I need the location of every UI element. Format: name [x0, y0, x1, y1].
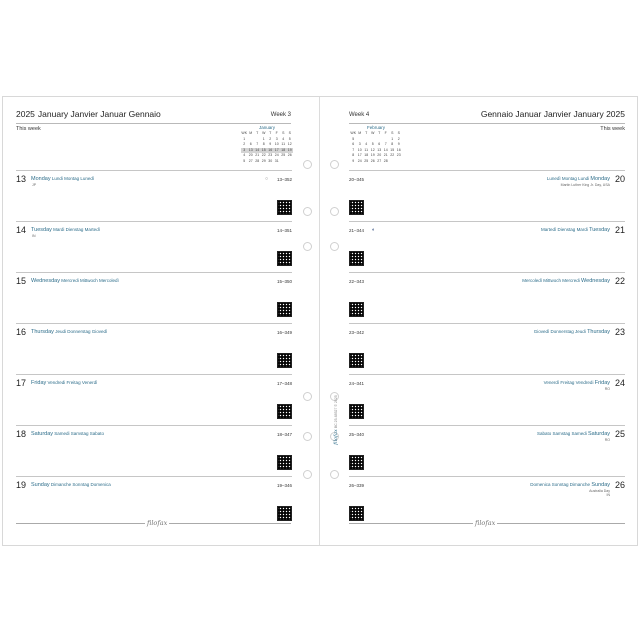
mini-calendar-header: S	[282, 131, 285, 135]
spine-imprint	[332, 383, 340, 459]
day-name: Thursday	[587, 329, 610, 335]
mini-calendar-header: F	[275, 131, 278, 135]
qr-code-icon[interactable]	[349, 251, 364, 266]
day-number: 17	[16, 378, 27, 388]
mini-calendar-day: 22	[390, 153, 395, 157]
day-names	[31, 278, 119, 284]
day-divider	[16, 374, 292, 375]
mini-calendar-day: 31	[274, 158, 279, 163]
qr-code-icon[interactable]	[277, 455, 292, 470]
mini-calendar-day	[396, 159, 403, 165]
mini-calendar-day: 24	[274, 153, 279, 157]
day-name: Friday	[31, 380, 47, 386]
day-note-text: JP	[32, 183, 37, 187]
day-note	[589, 489, 610, 497]
day-count: 25–340	[349, 432, 365, 437]
qr-code-icon[interactable]	[349, 353, 364, 368]
day-names	[537, 431, 610, 437]
page-title	[481, 109, 625, 119]
mini-calendar-week-number: 3	[241, 148, 248, 154]
ring-hole	[303, 392, 312, 401]
mini-calendar-month: February	[366, 125, 385, 130]
ring-hole	[303, 242, 312, 251]
mini-calendar-day: 13	[377, 147, 382, 152]
day-number: 25	[614, 429, 625, 439]
day-name: Monday	[590, 176, 610, 182]
mini-calendar-day: 22	[261, 153, 266, 157]
day-row[interactable]	[16, 374, 292, 425]
mini-calendar-day: 11	[281, 142, 286, 146]
mini-calendar-day: 26	[287, 153, 292, 157]
day-count: 19–346	[276, 483, 292, 488]
spine-text	[333, 386, 339, 454]
mini-calendar-day: 3	[358, 142, 361, 146]
day-note-text: RO	[604, 387, 610, 391]
right-page	[321, 97, 638, 545]
mini-calendar-day: 18	[281, 147, 286, 152]
day-count: 18–347	[276, 432, 292, 437]
mini-calendar-day: 6	[249, 142, 252, 146]
mini-calendar-day: 11	[364, 147, 369, 152]
day-count: 22–343	[349, 279, 365, 284]
month-title: Gennaio Januar Janvier January	[480, 109, 604, 119]
mini-calendar-day: 28	[255, 158, 260, 163]
day-count: 20–345	[349, 177, 365, 182]
day-divider	[349, 272, 625, 273]
mini-calendar-day: 4	[365, 142, 368, 146]
mini-calendar-day: 15	[261, 147, 266, 152]
day-name-translations: Samedi Samstag Sabato	[54, 431, 105, 436]
day-divider	[16, 170, 292, 171]
mini-calendar-day: 6	[378, 142, 381, 146]
mini-calendar-day: 12	[370, 147, 375, 152]
mini-calendar-day: 8	[262, 142, 265, 146]
mini-calendar-grid	[241, 131, 293, 164]
mini-calendar-header: S	[288, 131, 291, 135]
mini-calendar-day: 25	[364, 158, 369, 163]
day-number: 22	[614, 276, 625, 286]
mini-calendar-day: 19	[370, 153, 375, 157]
day-row[interactable]	[16, 323, 292, 374]
mini-calendar-day: 27	[248, 158, 253, 163]
mini-calendar	[241, 125, 293, 164]
day-note	[561, 183, 610, 187]
mini-calendar-day: 4	[282, 136, 285, 141]
mini-calendar-day: 14	[383, 147, 388, 152]
day-number: 14	[16, 225, 27, 235]
mini-calendar-month: January	[258, 125, 275, 130]
mini-calendar-day: 29	[261, 158, 266, 163]
mini-calendar-header: T	[365, 131, 368, 135]
qr-code-icon[interactable]	[277, 302, 292, 317]
day-name: Tuesday	[31, 227, 52, 233]
day-row[interactable]	[349, 323, 625, 374]
qr-code-icon[interactable]	[277, 506, 292, 521]
day-divider	[16, 425, 292, 426]
day-name-translations: Giovedì Donnerstag Jeudi	[533, 329, 586, 334]
ring-hole	[303, 470, 312, 479]
day-number: 23	[614, 327, 625, 337]
qr-code-icon[interactable]	[349, 455, 364, 470]
day-row[interactable]	[16, 425, 292, 476]
day-name: Wednesday	[581, 278, 610, 284]
day-row[interactable]	[16, 170, 292, 221]
day-name-translations: Mardi Dienstag Martedì	[53, 227, 100, 232]
day-name: Monday	[31, 176, 51, 182]
mini-calendar-day: 3	[275, 136, 278, 141]
day-divider	[349, 476, 625, 477]
year-label: 2025	[606, 109, 625, 119]
day-row[interactable]	[349, 272, 625, 323]
mini-calendar-day: 24	[357, 158, 362, 163]
mini-calendar-week-number: 2	[243, 142, 246, 146]
this-week-label: This week	[600, 126, 625, 132]
mini-calendar-day: 5	[371, 142, 374, 146]
day-name: Saturday	[31, 431, 54, 437]
ring-hole	[330, 242, 339, 251]
day-name: Sunday	[591, 482, 610, 488]
day-name-translations: Venerdì Freitag Vendredi	[543, 380, 594, 385]
qr-code-icon[interactable]	[277, 200, 292, 215]
mini-calendar-day: 2	[397, 136, 400, 141]
day-names	[544, 380, 610, 386]
mini-calendar-header: T	[269, 131, 272, 135]
day-number: 15	[16, 276, 27, 286]
day-name: Friday	[594, 380, 610, 386]
mini-calendar-day: 2	[269, 136, 272, 141]
mini-calendar-header: T	[256, 131, 259, 135]
mini-calendar-week-number: 9	[352, 158, 355, 163]
mini-calendar-day: 19	[287, 147, 292, 152]
mini-calendar-day: 30	[268, 158, 273, 163]
day-row[interactable]	[16, 221, 292, 272]
header-divider	[16, 123, 291, 124]
day-names	[530, 482, 610, 488]
qr-code-icon[interactable]	[349, 302, 364, 317]
day-row[interactable]	[349, 425, 625, 476]
day-name: Saturday	[587, 431, 610, 437]
day-number: 21	[614, 225, 625, 235]
day-number: 20	[614, 174, 625, 184]
spine-brand: filofax	[333, 429, 339, 445]
day-divider	[349, 374, 625, 375]
mini-calendar-week-number: 5	[243, 158, 246, 163]
day-name: Sunday	[31, 482, 50, 488]
mini-calendar-header: M	[249, 131, 253, 135]
day-names	[31, 482, 111, 488]
day-row[interactable]	[16, 272, 292, 323]
mini-calendar-header: S	[397, 131, 400, 135]
mini-calendar-week-number: 1	[243, 136, 246, 141]
day-number: 24	[614, 378, 625, 388]
day-count: 16–349	[276, 330, 292, 335]
day-divider	[16, 323, 292, 324]
mini-calendar-day: 14	[255, 147, 260, 152]
qr-code-icon[interactable]	[349, 404, 364, 419]
qr-code-icon[interactable]	[349, 200, 364, 215]
qr-code-icon[interactable]	[277, 353, 292, 368]
left-page	[3, 97, 320, 545]
ring-hole	[303, 160, 312, 169]
header-divider	[349, 123, 625, 124]
moon-phase-icon: ◐	[372, 227, 376, 233]
page-title	[16, 109, 161, 119]
day-number: 19	[16, 480, 27, 490]
day-name-translations: Lunedì Montag Lundi	[546, 176, 590, 181]
day-names	[547, 176, 610, 182]
day-names	[31, 431, 104, 437]
mini-calendar-day: 9	[269, 142, 272, 146]
mini-calendar-day: 25	[281, 153, 286, 157]
day-number: 18	[16, 429, 27, 439]
mini-calendar-day: 7	[384, 142, 387, 146]
mini-calendar-day: 10	[274, 142, 279, 146]
filofax-logo: filofax	[475, 519, 496, 527]
mini-calendar-week-number: 7	[352, 147, 355, 152]
day-count: 17–348	[276, 381, 292, 386]
mini-calendar	[350, 125, 402, 164]
day-count: 13–352	[276, 177, 292, 182]
mini-calendar-day: 23	[396, 153, 401, 157]
day-name-translations: Mercredi Mittwoch Mercoledì	[61, 278, 119, 283]
day-names	[31, 329, 107, 335]
this-week-label: This week	[16, 126, 41, 132]
qr-code-icon[interactable]	[277, 404, 292, 419]
week-label: Week 3	[270, 112, 291, 118]
mini-calendar-day: 10	[357, 147, 362, 152]
day-names	[522, 278, 610, 284]
day-name-translations: Jeudi Donnerstag Giovedì	[55, 329, 108, 334]
day-note	[605, 438, 610, 442]
mini-calendar-header: T	[378, 131, 381, 135]
mini-calendar-day: 15	[390, 147, 395, 152]
mini-calendar-day: 20	[248, 153, 253, 157]
day-note-text: IN	[606, 493, 610, 497]
mini-calendar-day: 5	[288, 136, 291, 141]
day-count: 14–351	[276, 228, 292, 233]
ring-hole	[330, 160, 339, 169]
mini-calendar-header: S	[391, 131, 394, 135]
day-divider	[16, 221, 292, 222]
ring-hole	[330, 207, 339, 216]
mini-calendar-day: 20	[377, 153, 382, 157]
day-name-translations: Sabato Samstag Samedi	[536, 431, 587, 436]
day-note	[32, 183, 36, 187]
mini-calendar-day	[287, 159, 294, 165]
mini-calendar-grid	[350, 131, 402, 164]
mini-calendar-day: 12	[287, 142, 292, 146]
day-count: 15–350	[276, 279, 292, 284]
mini-calendar-day: 9	[397, 142, 400, 146]
day-divider	[349, 425, 625, 426]
day-count: 21–344	[349, 228, 365, 233]
mini-calendar-day: 26	[370, 158, 375, 163]
day-note-text: IN	[32, 234, 36, 238]
day-name-translations: Domenica Sonntag Dimanche	[530, 482, 591, 487]
day-name: Wednesday	[31, 278, 60, 284]
day-note	[605, 387, 610, 391]
mini-calendar-header: F	[384, 131, 387, 135]
day-row[interactable]	[349, 221, 625, 272]
day-count: 23–342	[349, 330, 365, 335]
moon-phase-icon: ○	[264, 176, 268, 182]
day-name-translations: Vendredi Freitag Venerdì	[47, 380, 98, 385]
day-names	[541, 227, 610, 233]
mini-calendar-day: 28	[383, 158, 388, 163]
day-names	[31, 176, 94, 182]
day-row[interactable]	[349, 374, 625, 425]
diary-spread	[2, 96, 638, 546]
day-names	[31, 227, 100, 233]
mini-calendar-header: WK	[241, 131, 248, 135]
month-title: January Janvier Januar Gennaio	[37, 109, 161, 119]
day-divider	[16, 272, 292, 273]
mini-calendar-week-number: 8	[352, 153, 355, 157]
mini-calendar-week-number: 6	[352, 142, 355, 146]
mini-calendar-header: W	[371, 131, 375, 135]
mini-calendar-header: WK	[350, 131, 357, 135]
mini-calendar-week-number: 5	[352, 136, 355, 141]
mini-calendar-day: 23	[268, 153, 273, 157]
day-number: 13	[16, 174, 27, 184]
day-divider	[16, 476, 292, 477]
spine-code: BC 25-68527 © 2025	[334, 395, 338, 429]
day-names	[534, 329, 610, 335]
day-divider	[349, 170, 625, 171]
mini-calendar-day: 16	[268, 147, 273, 152]
qr-code-icon[interactable]	[277, 251, 292, 266]
mini-calendar-day: 27	[377, 158, 382, 163]
mini-calendar-week-number: 4	[243, 153, 246, 157]
mini-calendar-day: 16	[396, 147, 401, 152]
mini-calendar-day: 21	[383, 153, 388, 157]
ring-hole	[303, 432, 312, 441]
day-note-text: Australia Day	[589, 489, 610, 493]
mini-calendar-day: 13	[248, 147, 253, 152]
week-label: Week 4	[349, 112, 370, 118]
day-name: Thursday	[31, 329, 54, 335]
day-name-translations: Mercoledì Mittwoch Mercredi	[522, 278, 580, 283]
qr-code-icon[interactable]	[349, 506, 364, 521]
mini-calendar-day: 18	[364, 153, 369, 157]
filofax-logo: filofax	[147, 519, 168, 527]
day-count: 26–339	[349, 483, 365, 488]
mini-calendar-day: 7	[256, 142, 259, 146]
day-name-translations: Martedì Dienstag Mardi	[541, 227, 588, 232]
mini-calendar-day: 1	[391, 136, 394, 141]
day-name-translations: Dimanche Sonntag Domenica	[50, 482, 111, 487]
day-divider	[349, 221, 625, 222]
mini-calendar-header: M	[358, 131, 362, 135]
ring-hole	[330, 470, 339, 479]
ring-hole	[303, 207, 312, 216]
mini-calendar-header: W	[262, 131, 266, 135]
mini-calendar-day: 8	[391, 142, 394, 146]
mini-calendar-day: 21	[255, 153, 260, 157]
day-name-translations: Lundi Montag Lunedì	[51, 176, 95, 181]
day-divider	[349, 323, 625, 324]
day-note	[32, 234, 36, 238]
year-label: 2025	[16, 109, 35, 119]
day-note-text: Martin Luther King Jr. Day, USA	[560, 183, 610, 187]
day-row[interactable]	[349, 170, 625, 221]
day-names	[31, 380, 97, 386]
ring-holes	[303, 97, 339, 545]
day-name: Tuesday	[589, 227, 610, 233]
mini-calendar-day: 1	[262, 136, 265, 141]
day-number: 16	[16, 327, 27, 337]
day-count: 24–341	[349, 381, 365, 386]
day-number: 26	[614, 480, 625, 490]
mini-calendar-day: 17	[357, 153, 362, 157]
day-note-text: RO	[604, 438, 610, 442]
mini-calendar-day: 17	[274, 147, 279, 152]
